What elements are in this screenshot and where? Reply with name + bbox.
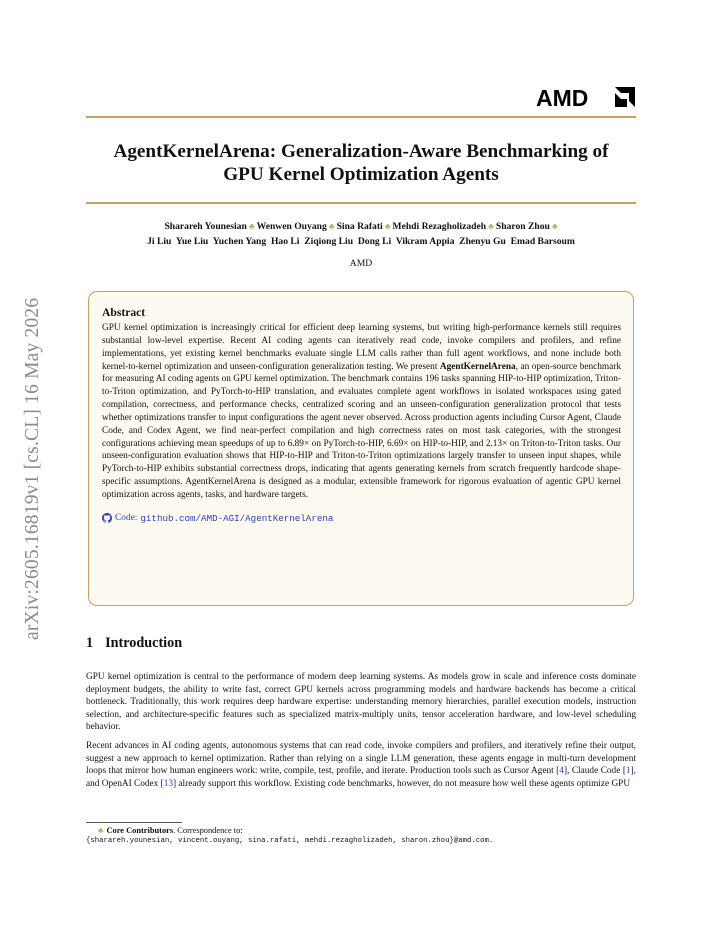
intro-paragraph-1: GPU kernel optimization is central to the performance of modern deep learning systems. As models grow in scale and inference costs dominate deployment budgets, the ability to write fast, correct GPU kernels across programming models and hardware backends has become a critical bottleneck. Traditionally, this work requires deep hardware expertise: understanding memory hierarchies, parallel execution models, instruction selection, and architecture-specific features such as specialized matrix-multiply units, tensor acceleration hardware, and low-level scheduling behavior. bbox=[86, 672, 636, 733]
code-url[interactable]: github.com/AMD-AGI/AgentKernelArena bbox=[140, 512, 334, 524]
github-icon bbox=[102, 513, 112, 523]
author-name: Mehdi Rezagholizadeh bbox=[392, 221, 487, 232]
footnote bbox=[86, 825, 646, 847]
other-authors-line bbox=[70, 235, 652, 250]
author-name: Zhenyu Gu bbox=[459, 235, 506, 247]
core-authors-line bbox=[70, 219, 652, 235]
club-icon: ♣ bbox=[382, 221, 393, 231]
intro-paragraph-2: Recent advances in AI coding agents, autonomous systems that can read code, invoke compilers and profilers, and iteratively refine their output, suggest a new approach to kernel optimization. Rather than relying on a single LLM generation, these agents engage in multi-turn development loops that mirror how human engineers work: write, compile, test, profile, and iterate. Production tools such as Cursor Agent [4], Claude Code [1], and OpenAI Codex [13] already support this workflow. Existing code benchmarks, however, do not measure how well these agents optimize GPU bbox=[86, 741, 636, 789]
author-list bbox=[70, 219, 652, 249]
author-name: Vikram Appia bbox=[395, 235, 455, 247]
author-name: Ziqiong Liu bbox=[304, 235, 354, 247]
paper-title bbox=[86, 140, 636, 186]
citation-link[interactable]: 1 bbox=[625, 766, 631, 777]
author-name: Sharon Zhou bbox=[495, 221, 550, 232]
author-name: Sina Rafati bbox=[336, 221, 383, 232]
club-icon: ♣ bbox=[98, 826, 104, 835]
citation-link[interactable]: 4 bbox=[559, 766, 564, 777]
author-name: Ji Liu bbox=[147, 235, 172, 247]
author-name: Emad Barsoum bbox=[510, 235, 575, 247]
club-icon: ♣ bbox=[246, 221, 257, 231]
footnote-label: Core Contributors bbox=[106, 826, 174, 835]
section-number: 1 bbox=[86, 635, 94, 651]
section-heading bbox=[86, 635, 182, 652]
footnote-rule bbox=[86, 822, 182, 823]
abstract-box bbox=[88, 291, 634, 606]
abstract-heading: Abstract bbox=[102, 306, 146, 319]
code-link[interactable] bbox=[102, 513, 621, 524]
section-title: Introduction bbox=[105, 635, 183, 651]
author-name: Hao Li bbox=[270, 235, 300, 247]
affiliation: AMD bbox=[349, 258, 373, 269]
title-rule-top bbox=[86, 116, 636, 118]
author-name: Sharareh Younesian bbox=[164, 221, 247, 232]
abstract-text: GPU kernel optimization is increasingly critical for efficient deep learning systems, but writing high-performance kernels still requires substantial low-level expertise. Recent AI coding agents can iteratively read code, invoke compilers and profilers, and refine implementations, yet existing kernel benchmarks evaluate single LLM calls rather than full agent workflows, and none include both kernel-to-kernel optimization and unseen-configuration generalization testing. We present AgentKernelArena, an open-source benchmark for measuring AI coding agents on GPU kernel optimization. The benchmark contains 196 tasks spanning HIP-to-HIP optimization, Triton-to-Triton optimization, and PyTorch-to-HIP translation, and evaluates complete agent workflows in isolated workspaces using gated compilation, correctness, and performance checks, centralized scoring and an unseen-configuration generalization protocol that tests whether optimizations transfer to input configurations the agent never observed. Across production agents including Cursor Agent, Claude Code, and Codex Agent, we find near-perfect compilation and high correctness rates on most task categories, with the strongest configurations achieving mean speedups of up to 6.89× on PyTorch-to-HIP, 6.69× on HIP-to-HIP, and 2.13× on Triton-to-Triton tasks. Our unseen-configuration evaluation shows that HIP-to-HIP and Triton-to-Triton optimizations largely transfer to unseen input shapes, while PyTorch-to-HIP exhibits substantial correctness drops, indicating that agents generating kernels from scratch frequently hardcode shape-specific assumptions. AgentKernelArena is designed as a modular, extensible framework for rigorous evaluation of agentic GPU kernel optimization across agents, tasks, and hardware targets. bbox=[102, 323, 621, 500]
author-name: Yue Liu bbox=[175, 235, 209, 247]
amd-logo-text: AMD bbox=[536, 86, 589, 108]
author-name: Wenwen Ouyang bbox=[256, 221, 327, 232]
author-name: Yuchen Yang bbox=[212, 235, 267, 247]
code-label: Code: bbox=[115, 513, 138, 524]
title-line-1: AgentKernelArena: Generalization-Aware Benchmarking of bbox=[113, 141, 609, 162]
club-icon: ♣ bbox=[549, 221, 558, 231]
title-rule-bottom bbox=[86, 202, 636, 204]
author-name: Dong Li bbox=[357, 235, 392, 247]
arxiv-identifier: arXiv:2605.16819v1 [cs.CL] 16 May 2026 bbox=[22, 297, 43, 640]
footnote-emails: {sharareh.younesian, vincent.ouyang, sina.rafati, mehdi.rezagholizadeh, sharon.zhou}@amd.com. bbox=[86, 837, 494, 845]
amd-logo bbox=[536, 86, 636, 108]
citation-link[interactable]: 13 bbox=[163, 778, 174, 789]
footnote-text: . Correspondence to: bbox=[173, 826, 243, 835]
benchmark-name: AgentKernelArena bbox=[439, 361, 516, 372]
title-line-2: GPU Kernel Optimization Agents bbox=[223, 164, 499, 185]
club-icon: ♣ bbox=[486, 221, 496, 231]
club-icon: ♣ bbox=[326, 221, 337, 231]
